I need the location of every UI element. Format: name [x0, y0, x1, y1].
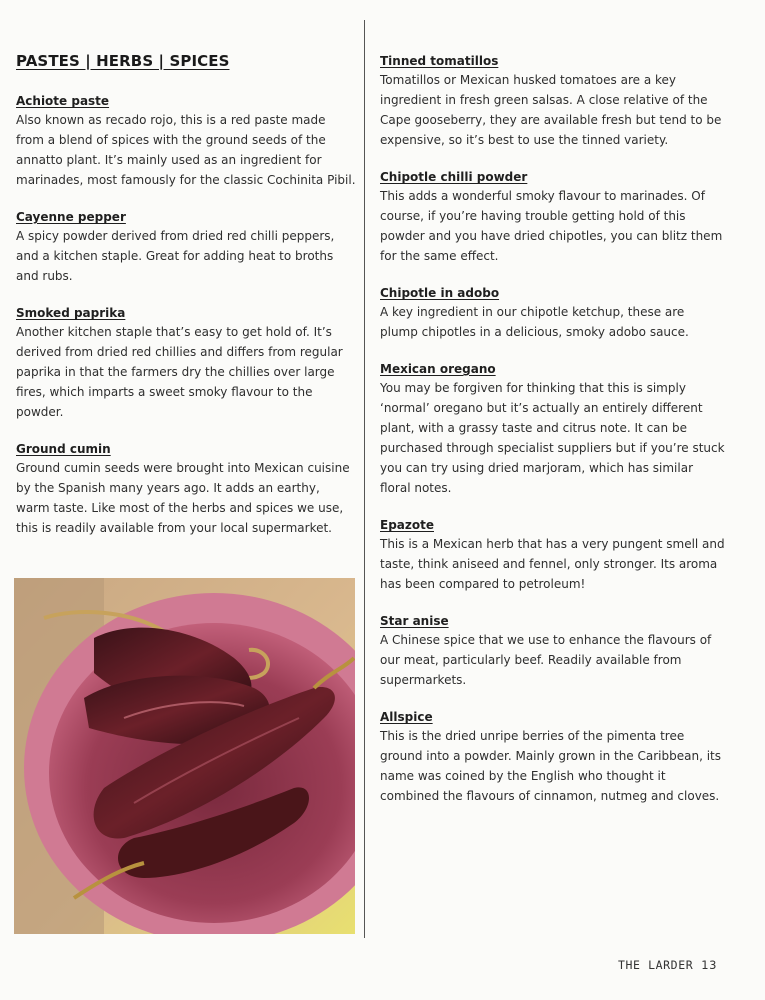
entry-body: Ground cumin seeds were brought into Mexican cuisine by the Spanish many years ago. It adds an earthy, warm taste. Like most of the herbs and spices we use, this is readily available from your local supermarket. — [16, 461, 350, 535]
spice-entry — [380, 286, 725, 342]
entry-title: Tinned tomatillos — [380, 54, 499, 68]
entry-body: Also known as recado rojo, this is a red paste made from a blend of spices with the ground seeds of the annatto plant. It’s mainly used as an ingredient for marinades, most famously for the classic Cochinita Pibil. — [16, 113, 356, 187]
entry-body: A Chinese spice that we use to enhance the flavours of our meat, particularly beef. Readily available from supermarkets. — [380, 633, 712, 687]
spice-entry — [16, 210, 356, 286]
entry-body: Another kitchen staple that’s easy to get hold of. It’s derived from dried red chillies and differs from regular paprika in that the farmers dry the chillies over large fires, which imparts a sweet smoky flavour to the powder. — [16, 325, 343, 419]
entry-title: Star anise — [380, 614, 449, 628]
entry-title: Allspice — [380, 710, 433, 724]
entry-title: Epazote — [380, 518, 434, 532]
entry-title: Ground cumin — [16, 442, 111, 456]
spice-entry — [380, 362, 725, 498]
entry-title: Smoked paprika — [16, 306, 126, 320]
footer-label: THE LARDER — [618, 958, 694, 972]
entry-body: This is the dried unripe berries of the pimenta tree ground into a powder. Mainly grown in the Caribbean, its name was coined by the English who thought it combined the flavours of cinnamon, nutmeg and cloves. — [380, 729, 721, 803]
spice-entry — [16, 94, 356, 190]
section-title: PASTES | HERBS | SPICES — [16, 52, 230, 70]
page-number: 13 — [701, 958, 718, 972]
spice-entry — [380, 170, 725, 266]
entry-title: Chipotle in adobo — [380, 286, 500, 300]
entry-title: Chipotle chilli powder — [380, 170, 528, 184]
right-column — [380, 54, 725, 826]
entry-body: A spicy powder derived from dried red chilli peppers, and a kitchen staple. Great for adding heat to broths and rubs. — [16, 229, 335, 283]
left-column — [16, 52, 356, 558]
right-entries — [380, 54, 725, 806]
entry-body: This adds a wonderful smoky flavour to marinades. Of course, if you’re having trouble getting hold of this powder and you have dried chipotles, you can blitz them for the same effect. — [380, 189, 723, 263]
spice-entry — [380, 54, 725, 150]
entry-title: Achiote paste — [16, 94, 110, 108]
entry-body: This is a Mexican herb that has a very pungent smell and taste, think aniseed and fennel, only stronger. Its aroma has been compared to petroleum! — [380, 537, 725, 591]
page-footer — [618, 958, 717, 972]
column-divider — [364, 20, 365, 938]
spice-entry — [380, 710, 725, 806]
spice-entry — [380, 518, 725, 594]
entry-title: Cayenne pepper — [16, 210, 126, 224]
left-entries — [16, 94, 356, 538]
dried-chillies-photo — [14, 578, 355, 934]
chillies-bowl-illustration — [14, 578, 355, 934]
spice-entry — [16, 306, 356, 422]
entry-body: Tomatillos or Mexican husked tomatoes are a key ingredient in fresh green salsas. A close relative of the Cape gooseberry, they are available fresh but tend to be expensive, so it’s best to use the tinned variety. — [380, 73, 722, 147]
entry-title: Mexican oregano — [380, 362, 496, 376]
spice-entry — [16, 442, 356, 538]
entry-body: A key ingredient in our chipotle ketchup, these are plump chipotles in a delicious, smoky adobo sauce. — [380, 305, 689, 339]
entry-body: You may be forgiven for thinking that this is simply ‘normal’ oregano but it’s actually an entirely different plant, with a grassy taste and citrus note. It can be purchased through specialist suppliers but if you’re stuck you can try using dried marjoram, which has similar floral notes. — [380, 381, 725, 495]
spice-entry — [380, 614, 725, 690]
